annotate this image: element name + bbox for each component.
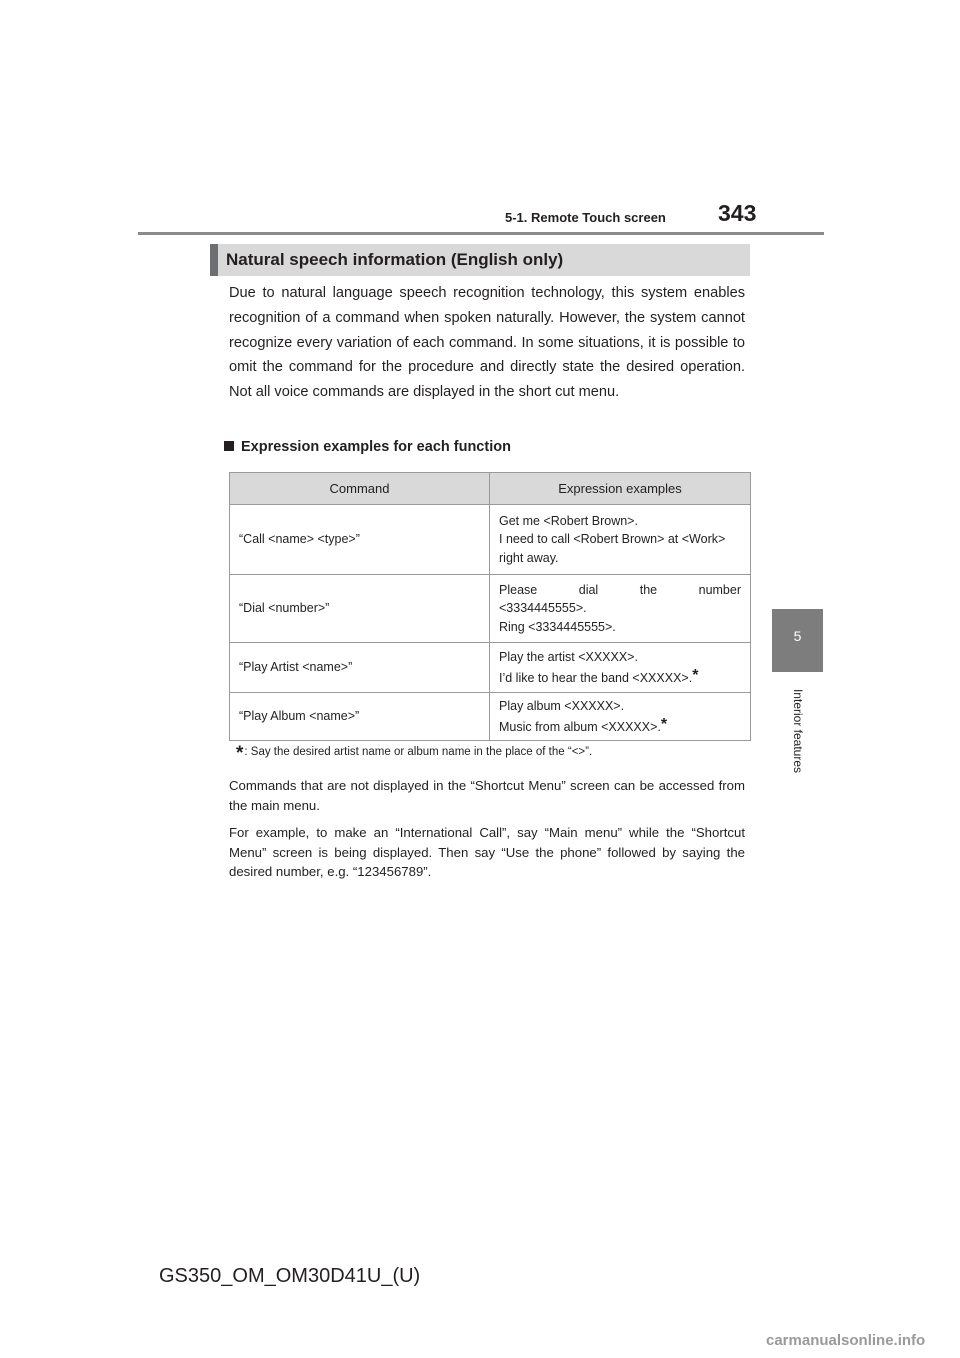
example-line: Music from album <XXXXX>.: [499, 719, 661, 734]
footnote-marker: *: [692, 666, 699, 684]
chapter-number: 5: [793, 628, 802, 644]
table-footnote: [236, 743, 592, 765]
footnote-marker: *: [660, 715, 668, 733]
table-header-row: [230, 473, 751, 505]
table-row: [230, 575, 751, 643]
subheading-text: Expression examples for each function: [241, 439, 511, 455]
footnote-marker: *: [236, 743, 244, 764]
footnote-text: : Say the desired artist name or album name in the place of the “<>”.: [244, 746, 593, 758]
example-line: Play album <XXXXX>.: [499, 699, 625, 713]
page-number: 343: [718, 200, 757, 226]
table-row: [230, 505, 751, 575]
example-line: right away.: [499, 550, 559, 565]
square-bullet-icon: [224, 441, 234, 451]
table-row: [230, 643, 751, 693]
document-id: GS350_OM_OM30D41U_(U): [159, 1265, 421, 1287]
note-paragraph: For example, to make an “International Call”, say “Main menu” while the “Shortcut Menu” screen is being displayed. Then say “Use the phone” followed by saying the desired number, e.g. “123456789”.: [229, 825, 745, 879]
examples-cell: [490, 693, 751, 741]
example-line: I need to call <Robert Brown> at <Work>: [499, 532, 726, 547]
watermark: carmanualsonline.info: [766, 1332, 926, 1349]
examples-cell: [490, 505, 751, 575]
column-header-examples: Expression examples: [490, 473, 751, 505]
example-line: <3334445555>.: [499, 601, 587, 616]
subheading: [224, 439, 511, 455]
examples-cell: [490, 643, 751, 693]
chapter-label-text: Interior features: [791, 688, 805, 774]
command-cell: “Play Artist <name>”: [230, 643, 490, 693]
expression-table: [229, 472, 751, 741]
chapter-tab: [772, 609, 823, 672]
example-line: Ring <3334445555>.: [499, 619, 616, 634]
example-line: Play the artist <XXXXX>.: [499, 649, 638, 664]
note-paragraph: Commands that are not displayed in the “Shortcut Menu” screen can be accessed from the main menu.: [229, 778, 745, 813]
header-divider: [138, 232, 824, 235]
section-heading: [210, 244, 750, 276]
example-line: Please dial the number: [499, 582, 741, 597]
example-line: I’d like to hear the band <XXXXX>.: [499, 670, 693, 685]
command-cell: “Call <name> <type>”: [230, 505, 490, 575]
command-cell: “Play Album <name>”: [230, 693, 490, 741]
header-section-title: 5-1. Remote Touch screen: [505, 210, 666, 225]
column-header-command: Command: [230, 473, 490, 505]
intro-paragraph: Due to natural language speech recognition technology, this system enables recognition of a command when spoken naturally. However, the system cannot recognize every variation of each command. In some situations, it is possible to omit the command for the procedure and directly state the desired operation. Not all voice commands are displayed in the short cut menu.: [229, 285, 745, 401]
example-line: Get me <Robert Brown>.: [499, 513, 638, 528]
examples-cell: [490, 575, 751, 643]
chapter-label: [789, 676, 807, 786]
table-row: [230, 693, 751, 741]
section-heading-text: Natural speech information (English only): [226, 250, 564, 269]
command-cell: “Dial <number>”: [230, 575, 490, 643]
